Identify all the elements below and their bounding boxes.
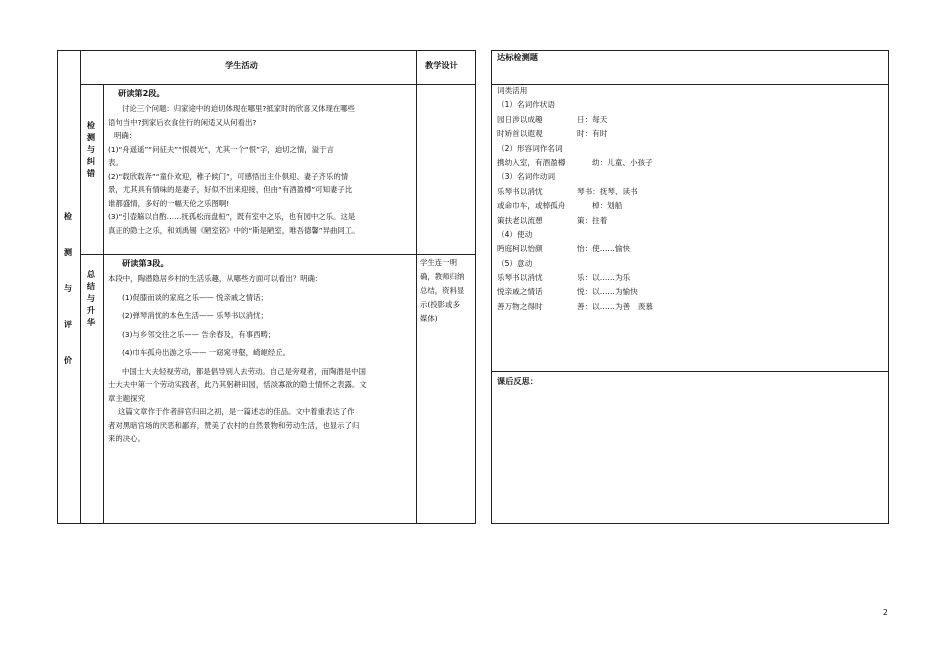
vocab-phrase: （5）意动 xyxy=(497,258,533,268)
section2-para: 章主题探究 xyxy=(108,393,145,403)
vocab-row xyxy=(497,271,882,285)
vocab-phrase: 策扶老以流憩 xyxy=(497,215,543,225)
vocab-phrase: （1）名词作状语 xyxy=(497,100,555,110)
section2-para: 士大夫中第一个劳动实践者，此乃其躬耕田园，恬淡寡欲的隐士情怀之表露。文 xyxy=(108,380,367,389)
outer-label-char: 测 xyxy=(63,247,73,257)
design-note-line: 媒体) xyxy=(420,314,438,323)
section2-label-char: 华 xyxy=(86,317,96,327)
vocab-gloss: 棹：划船 xyxy=(592,201,623,211)
vocab-row xyxy=(497,257,882,271)
header-teaching-design: 教学设计 xyxy=(425,60,458,70)
reflection-title: 课后反思： xyxy=(497,376,538,386)
section1-label-char: 错 xyxy=(86,168,96,178)
section1-label-char: 与 xyxy=(86,144,96,154)
section1-line: 谁都盛情，多好的一幅天伦之乐图啊! xyxy=(108,198,230,208)
section2-label-char: 总 xyxy=(86,269,96,279)
section1-label-char: 检 xyxy=(86,120,96,130)
vocab-phrase: （4）使动 xyxy=(497,229,533,239)
vocab-phrase: 或命巾车，或棹孤舟 xyxy=(497,201,566,211)
vocab-phrase: 眄庭柯以怡颜 xyxy=(497,244,543,254)
section2-label-char: 与 xyxy=(86,293,96,303)
vocab-phrase: 时矫首以遐观 xyxy=(497,129,543,139)
vocab-phrase: （3）名词作动词 xyxy=(497,172,555,182)
vocab-row xyxy=(497,98,882,112)
design-note-line: 学生连一明 xyxy=(420,258,457,267)
section2-para: 中国士大夫轻视劳动，都是倡导别人去劳动。自己是旁观者，而陶潜是中国 xyxy=(122,366,366,376)
section1-line: 景，尤其具有情味的是妻子，好似不出来迎接，但由“有酒盈樽”可知妻子比 xyxy=(108,185,353,194)
vocab-list xyxy=(497,84,882,314)
design-note-line: 总结，资料显 xyxy=(420,286,465,295)
outer-label-char: 检 xyxy=(63,211,73,221)
vocab-row xyxy=(497,242,882,256)
section2-item: (1)促膝而谈的家庭之乐—— 悦亲戚之情话； xyxy=(122,292,268,302)
vocab-gloss: 琴书：抚琴、读书 xyxy=(577,186,638,196)
section2-intro: 本段中，陶潜隐居乡村的生活乐趣，从哪些方面可以看出？明确： xyxy=(108,274,323,283)
vocab-phrase: 悦亲戚之情话 xyxy=(497,287,543,297)
outer-label-char: 评 xyxy=(63,319,73,329)
section2-item: (3)与乡邻交往之乐—— 告余春及，有事西畴； xyxy=(122,329,276,339)
vocab-gloss: 乐：以……为乐 xyxy=(577,273,631,283)
section1-label xyxy=(85,119,97,179)
vocab-row xyxy=(497,214,882,228)
section2-title: 研读第3段。 xyxy=(122,258,169,268)
design-note-line: 确，教师归纳 xyxy=(420,272,465,281)
section1-line: 明确： xyxy=(114,131,137,140)
vocab-row xyxy=(497,300,882,314)
section1-content xyxy=(108,86,413,237)
section2-para: 这篇文章作于作者辞官归田之初，是一篇述志的佳品。文中着重表达了作 xyxy=(118,407,355,416)
vocab-phrase: 乐琴书以消忧 xyxy=(497,273,543,283)
vocab-row xyxy=(497,228,882,242)
section2-item: (4)巾车孤舟出游之乐—— 一窈窕寻壑，崎岖经丘。 xyxy=(122,348,291,357)
vocab-gloss: 悦：以……为愉快 xyxy=(577,287,638,297)
vocab-phrase: （2）形容词作名词 xyxy=(497,143,563,153)
vocab-phrase: 词类活用 xyxy=(497,86,528,95)
vocab-row xyxy=(497,170,882,184)
vocab-phrase: 携幼入室，有酒盈樽 xyxy=(497,157,566,167)
section2-item: (2)弹琴消忧的本色生活—— 乐琴书以消忧； xyxy=(122,311,268,320)
vocab-gloss: 日：每天 xyxy=(577,114,608,124)
design-note-line: 示(投影或多 xyxy=(420,300,460,309)
section1-line: 语句当中?到家后衣食住行的闲适又从何看出? xyxy=(108,117,257,127)
section1-line: 真正的隐士之乐，和刘禹锡《陋室铭》中的“斯是陋室，唯吾德馨”异曲同工。 xyxy=(108,225,360,235)
section1-line: (2)“载欣载奔”“童仆欢迎，稚子候门”，可感悟出主仆俱迎、妻子齐乐的情 xyxy=(108,171,349,181)
vocab-gloss: 策：拄着 xyxy=(577,215,608,225)
vocab-row xyxy=(497,84,882,98)
section2-para: 者对黑暗官场的厌恶和鄙弃，赞美了农村的自然景物和劳动生活，也显示了归 xyxy=(108,420,360,430)
outer-section-label xyxy=(62,210,74,366)
section1-title: 研读第2段。 xyxy=(118,88,165,98)
header-student-activity: 学生活动 xyxy=(225,60,258,70)
vocab-gloss: 怡：使……愉快 xyxy=(577,244,631,254)
vocab-row xyxy=(497,199,882,213)
section2-label xyxy=(85,268,97,328)
section1-label-char: 测 xyxy=(86,132,96,142)
section2-label-char: 结 xyxy=(86,281,96,291)
section2-content xyxy=(108,256,413,446)
vocab-gloss: 幼：儿童、小孩子 xyxy=(592,157,653,167)
vocab-row xyxy=(497,156,882,170)
section1-label-char: 纠 xyxy=(86,156,96,166)
right-table-title: 达标检测题 xyxy=(497,52,538,62)
vocab-phrase: 园日涉以成趣 xyxy=(497,114,543,124)
vocab-row xyxy=(497,142,882,156)
outer-label-char: 价 xyxy=(63,355,73,365)
page-number: 2 xyxy=(883,608,888,617)
section1-line: 表。 xyxy=(108,158,123,167)
vocab-phrase: 善万物之得时 xyxy=(497,301,543,311)
vocab-row xyxy=(497,113,882,127)
section1-line: (1)“舟遥遥”“问征夫”“恨晨光”，尤其一个“恨”字，迫切之情，溢于言 xyxy=(108,144,334,154)
vocab-phrase: 乐琴书以消忧 xyxy=(497,186,543,196)
vocab-gloss: 善：以……为善 羡慕 xyxy=(577,301,653,311)
vocab-row xyxy=(497,285,882,299)
section1-line: 讨论三个问题：归家途中的迫切体现在哪里?抵家时的欣喜又体现在哪些 xyxy=(122,104,356,113)
section1-line: (3)“引壶觞以自酌……抚孤松而盘桓”，既有室中之乐，也有园中之乐。这是 xyxy=(108,212,356,221)
vocab-gloss: 时：有时 xyxy=(577,129,608,139)
vocab-row xyxy=(497,127,882,141)
design-note xyxy=(420,256,474,326)
outer-label-char: 与 xyxy=(63,283,73,293)
section2-para: 来的决心。 xyxy=(108,434,145,443)
section2-label-char: 升 xyxy=(86,305,96,315)
vocab-row xyxy=(497,185,882,199)
